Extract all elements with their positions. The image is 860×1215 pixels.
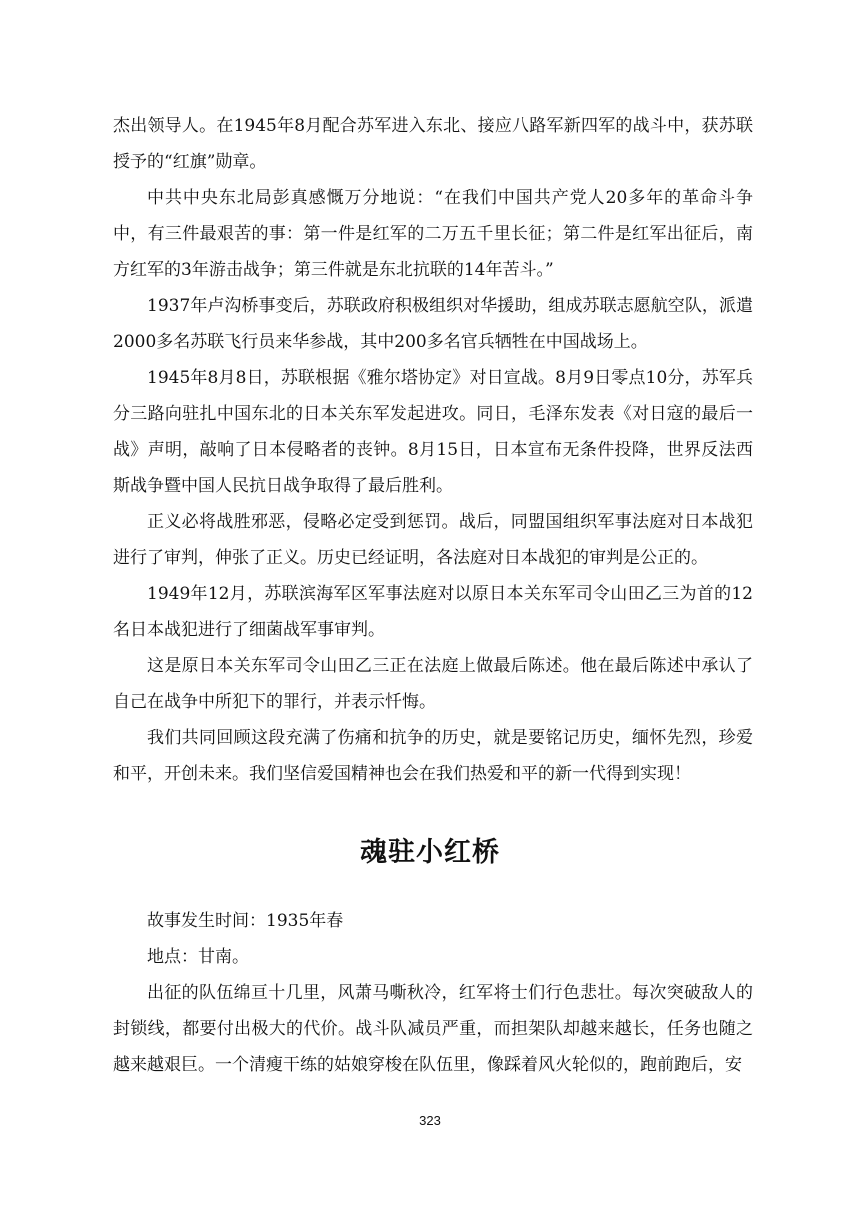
story-time: 故事发生时间：1935年春 <box>147 911 344 931</box>
paragraph-yamada-statement: 这是原日本关东军司令山田乙三正在法庭上做最后陈述。他在最后陈述中承认了自己在战争中所犯下的罪行，并表示忏悔。 <box>113 656 753 712</box>
story-place: 地点：甘南。 <box>147 947 249 967</box>
paragraph-khabarovsk-trial: 1949年12月，苏联滨海军区军事法庭对以原日本关东军司令山田乙三为首的12名日本战犯进行了细菌战军事审判。 <box>113 584 753 640</box>
paragraph-war-trials: 正义必将战胜邪恶，侵略必定受到惩罚。战后，同盟国组织军事法庭对日本战犯进行了审判，伸张了正义。历史已经证明，各法庭对日本战犯的审判是公正的。 <box>113 512 753 568</box>
paragraph-pengzhen-quote: 中共中央东北局彭真感慨万分地说：“在我们中国共产党人20多年的革命斗争中，有三件最艰苦的事：第一件是红军的二万五千里长征；第二件是红军出征后，南方红军的3年游击战争；第三件就是东北抗联的14年苦斗。” <box>113 188 753 280</box>
section-one-body <box>113 108 753 792</box>
paragraph-soviet-volunteers: 1937年卢沟桥事变后，苏联政府积极组织对华援助，组成苏联志愿航空队，派遣2000多名苏联飞行员来华参战，其中200多名官兵牺牲在中国战场上。 <box>113 296 753 352</box>
section-two-body <box>113 903 753 1083</box>
paragraph-continuation: 杰出领导人。在1945年8月配合苏军进入东北、接应八路军新四军的战斗中，获苏联授予的“红旗”勋章。 <box>113 116 753 172</box>
story-paragraph: 出征的队伍绵亘十几里，风萧马嘶秋冷，红军将士们行色悲壮。每次突破敌人的封锁线，都要付出极大的代价。战斗队减员严重，而担架队却越来越长，任务也随之越来越艰巨。一个清瘦干练的姑娘穿梭在队伍里，像踩着风火轮似的，跑前跑后，安 <box>113 983 753 1075</box>
page-number: 323 <box>419 1113 441 1128</box>
paragraph-conclusion: 我们共同回顾这段充满了伤痛和抗争的历史，就是要铭记历史，缅怀先烈，珍爱和平，开创未来。我们坚信爱国精神也会在我们热爱和平的新一代得到实现！ <box>113 728 753 784</box>
paragraph-soviet-declaration: 1945年8月8日，苏联根据《雅尔塔协定》对日宣战。8月9日零点10分，苏军兵分三路向驻扎中国东北的日本关东军发起进攻。同日，毛泽东发表《对日寇的最后一战》声明，敲响了日本侵略者的丧钟。8月15日，日本宣布无条件投降，世界反法西斯战争暨中国人民抗日战争取得了最后胜利。 <box>113 368 753 496</box>
story-title: 魂驻小红桥 <box>360 837 500 868</box>
